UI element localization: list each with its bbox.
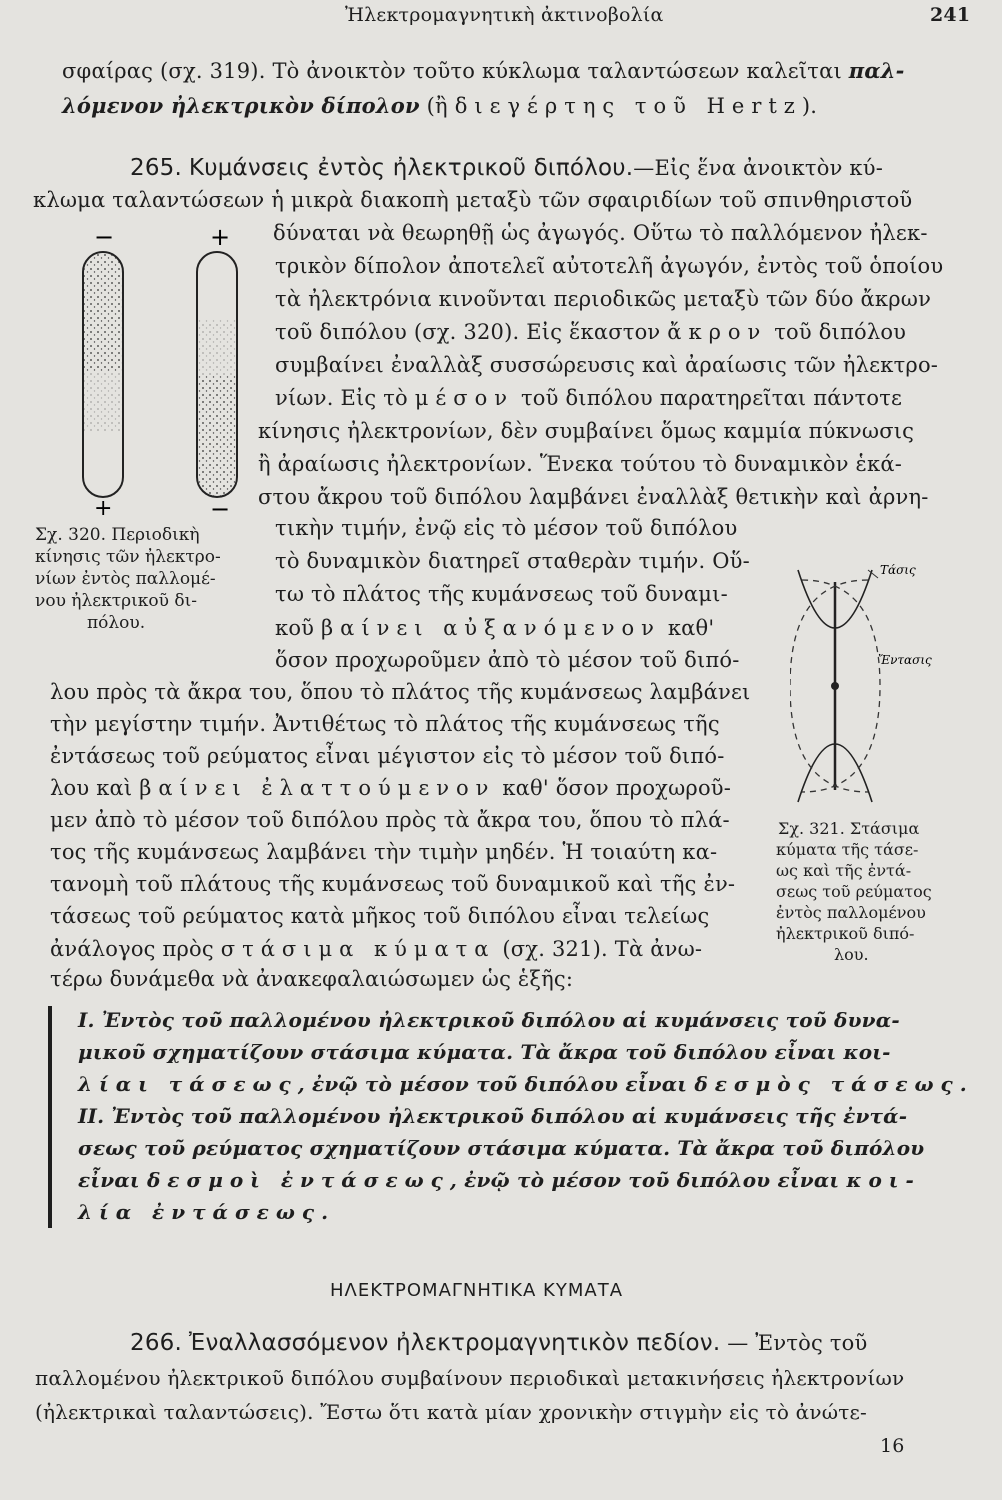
- caption-line: σεως τοῦ ρεύματος: [776, 882, 932, 901]
- right-dipole-charge-fill: [197, 320, 237, 497]
- summary-line: Ι. Ἐντὸς τοῦ παλλομένου ἠλεκτρικοῦ διπόλου αἱ κυμάνσεις τοῦ δυνα-: [78, 1008, 900, 1032]
- paragraph-text: —Εἰς ἕνα ἀνοικτὸν κύ-: [633, 156, 884, 180]
- caption-line: κίνησις τῶν ἠλεκτρο-: [35, 547, 221, 567]
- paragraph-line: ἢ ἀραίωσις ἠλεκτρονίων. Ἕνεκα τούτου τὸ δυναμικὸν ἑκά-: [258, 452, 903, 476]
- dipole-center-sphere: [831, 682, 839, 690]
- paragraph-line: ἐντάσεως τοῦ ρεύματος εἶναι μέγιστον εἰς τὸ μέσον τοῦ διπό-: [50, 744, 725, 768]
- voltage-amplitude-curve: [802, 580, 880, 792]
- summary-line: ΙΙ. Ἐντὸς τοῦ παλλομένου ἠλεκτρικοῦ διπόλου αἱ κυμάνσεις τῆς ἐντά-: [78, 1104, 908, 1128]
- summary-text: , ἐνῷ τὸ μέσον τοῦ διπόλου εἶναι: [449, 1168, 847, 1192]
- spaced-term: ἄκρον: [667, 320, 768, 344]
- paragraph-line: [50, 776, 731, 800]
- spaced-term: μέσον: [414, 386, 515, 410]
- caption-line: νίων ἐντὸς παλλομέ-: [35, 569, 216, 589]
- caption-line: Σχ. 320. Περιοδικὴ: [35, 525, 200, 545]
- page-number: 241: [930, 4, 971, 26]
- section-heading: Κυμάνσεις ἐντὸς ἠλεκτρικοῦ διπόλου.: [188, 155, 634, 181]
- paragraph-line: [275, 320, 906, 344]
- summary-left-rule: [48, 1006, 52, 1228]
- figure-320-dipole-diagram: [40, 225, 265, 520]
- summary-text: εἶναι: [78, 1168, 147, 1192]
- paragraph-text: λου καὶ: [50, 776, 140, 800]
- label-current: Ἔντασις: [878, 653, 932, 667]
- intro-line-2: [62, 93, 817, 118]
- caption-line: κύματα τῆς τάσε-: [776, 840, 919, 859]
- left-dipole-charge-fill: [83, 252, 123, 432]
- caption-line: πόλου.: [87, 613, 146, 633]
- paragraph-line: κίνησις ἠλεκτρονίων, δὲν συμβαίνει ὅμως καμμία πύκνωσις: [258, 419, 915, 443]
- paragraph-line: (ἠλεκτρικαὶ ταλαντώσεις). Ἔστω ὅτι κατὰ μίαν χρονικὴν στιγμὴν εἰς τὸ ἀνώτε-: [35, 1400, 868, 1424]
- term-oscillating-dipole: λόμενον ἠλεκτρικὸν δίπολον: [62, 93, 420, 118]
- summary-text: , ἐνῷ τὸ μέσον τοῦ διπόλου εἶναι: [297, 1072, 695, 1096]
- paragraph-line: τάσεως τοῦ ρεύματος κατὰ μῆκος τοῦ διπόλου εἶναι τελείως: [50, 904, 710, 928]
- paragraph-line: μεν ἀπὸ τὸ μέσον τοῦ διπόλου πρὸς τὰ ἄκρα του, ὅπου τὸ πλά-: [50, 808, 730, 832]
- intro-line-1: [62, 58, 905, 83]
- spaced-term: δεσμὸς τάσεως: [694, 1072, 960, 1096]
- caption-line: λου.: [834, 945, 869, 964]
- paragraph-text: ἀνάλογος πρὸς: [50, 937, 221, 961]
- paragraph-line: τὰ ἠλεκτρόνια κινοῦνται περιοδικῶς μεταξὺ τῶν δύο ἄκρων: [275, 287, 932, 311]
- spaced-term: βαίνει ἐλαττούμενον: [139, 776, 496, 800]
- intro-text: (ἢ: [419, 94, 455, 118]
- spaced-term: βαίνει αὐξανόμενον: [321, 616, 661, 640]
- signature-mark: 16: [880, 1435, 905, 1457]
- caption-line: ἠλεκτρικοῦ διπό-: [776, 924, 915, 943]
- section-265-first-line: [130, 155, 883, 181]
- summary-line: μικοῦ σχηματίζουν στάσιμα κύματα. Τὰ ἄκρα τοῦ διπόλου εἶναι κοι-: [78, 1040, 891, 1064]
- paragraph-line: τανομὴ τοῦ πλάτους τῆς κυμάνσεως τοῦ δυναμικοῦ καὶ τῆς ἐν-: [50, 872, 736, 896]
- summary-line: σεως τοῦ ρεύματος σχηματίζουν στάσιμα κύματα. Τὰ ἄκρα τοῦ διπόλου: [78, 1136, 925, 1160]
- term-oscillating-dipole: παλ-: [848, 58, 905, 83]
- paragraph-line: παλλομένου ἠλεκτρικοῦ διπόλου συμβαίνουν περιοδικαὶ μετακινήσεις ἠλεκτρονίων: [35, 1366, 905, 1390]
- paragraph-text: καθ' ὅσον προχωροῦ-: [495, 776, 732, 800]
- summary-line: [78, 1072, 967, 1096]
- paragraph-line: λου πρὸς τὰ ἄκρα του, ὅπου τὸ πλάτος τῆς κυμάνσεως λαμβάνει: [50, 680, 751, 704]
- caption-line: ἐντὸς παλλομένου: [776, 903, 926, 922]
- paragraph-line: τρικὸν δίπολον ἀποτελεῖ αὐτοτελῆ ἀγωγόν, ἐντὸς τοῦ ὁποίου: [275, 254, 944, 278]
- section-number: 265.: [130, 155, 183, 181]
- paragraph-line: κλωμα ταλαντώσεων ἡ μικρὰ διακοπὴ μεταξὺ τῶν σφαιριδίων τοῦ σπινθηριστοῦ: [33, 188, 913, 212]
- voltage-amplitude-curve: [790, 580, 868, 792]
- section-number: 266.: [130, 1330, 183, 1356]
- sign-bottom-right: −: [210, 495, 231, 520]
- paragraph-line: [275, 616, 714, 640]
- paragraph-line: [50, 937, 702, 961]
- figure-321-caption: [776, 818, 932, 965]
- summary-line: λία ἐντάσεως.: [78, 1200, 336, 1224]
- sign-bottom-left: +: [94, 496, 113, 520]
- section-266-first-line: [130, 1330, 867, 1356]
- paragraph-line: [275, 386, 902, 410]
- summary-text: .: [959, 1072, 967, 1096]
- term-hertz-oscillator: διεγέρτης τοῦ Hertz: [454, 94, 802, 118]
- paragraph-line: στου ἄκρου τοῦ διπόλου λαμβάνει ἐναλλὰξ θετικὴν καὶ ἀρνη-: [258, 485, 929, 509]
- label-voltage: Τάσις: [880, 563, 916, 577]
- spaced-term: στάσιμα κύματα: [220, 937, 496, 961]
- paragraph-line: τὴν μεγίστην τιμήν. Ἀντιθέτως τὸ πλάτος τῆς κυμάνσεως τῆς: [50, 712, 720, 736]
- paragraph-line: τω τὸ πλάτος τῆς κυμάνσεως τοῦ δυναμι-: [275, 582, 728, 606]
- running-title: Ἠλεκτρομαγνητικὴ ἀκτινοβολία: [345, 4, 664, 26]
- sign-top-right: +: [210, 225, 231, 251]
- summary-line: [78, 1168, 921, 1192]
- caption-line: Σχ. 321. Στάσιμα: [778, 819, 920, 838]
- paragraph-text: τοῦ διπόλου παρατηρεῖται πάντοτε: [514, 386, 903, 410]
- caption-line: νου ἠλεκτρικοῦ δι-: [35, 591, 198, 611]
- figure-320-caption: [35, 524, 221, 634]
- paragraph-line: τος τῆς κυμάνσεως λαμβάνει τὴν τιμὴν μηδέν. Ἡ τοιαύτη κα-: [50, 840, 718, 864]
- paragraph-line: συμβαίνει ἐναλλὰξ συσσώρευσις καὶ ἀραίωσις τῶν ἠλεκτρο-: [275, 353, 939, 377]
- paragraph-line: τικὴν τιμήν, ἐνῷ εἰς τὸ μέσον τοῦ διπόλου: [275, 516, 738, 540]
- section-heading: Ἐναλλασσόμενον ἠλεκτρομαγνητικὸν πεδίον.: [188, 1330, 721, 1356]
- spaced-term: λίαι τάσεως: [78, 1072, 298, 1096]
- caption-line: ως καὶ τῆς ἐντά-: [776, 861, 912, 880]
- paragraph-text: — Ἐντὸς τοῦ: [720, 1331, 868, 1355]
- figure-321-standing-waves-diagram: [790, 560, 970, 805]
- paragraph-line: ὅσον προχωροῦμεν ἀπὸ τὸ μέσον τοῦ διπό-: [275, 648, 740, 672]
- paragraph-text: τοῦ διπόλου (σχ. 320). Εἰς ἕκαστον: [275, 320, 668, 344]
- paragraph-line: τὸ δυναμικὸν διατηρεῖ σταθερὰν τιμήν. Οὕ-: [275, 549, 750, 573]
- paragraph-line: δύναται νὰ θεωρηθῇ ὡς ἀγωγός. Οὕτω τὸ παλλόμενον ἠλεκ-: [273, 221, 928, 245]
- paragraph-text: καθ': [660, 616, 715, 640]
- paragraph-text: νίων. Εἰς τὸ: [275, 386, 415, 410]
- intro-text: σφαίρας (σχ. 319). Τὸ ἀνοικτὸν τοῦτο κύκλωμα ταλαντώσεων καλεῖται: [62, 59, 849, 83]
- paragraph-text: κοῦ: [275, 616, 322, 640]
- sign-top-left: −: [94, 225, 115, 251]
- section-heading-electromagnetic-waves: ΗΛΕΚΤΡΟΜΑΓΝΗΤΙΚΑ ΚΥΜΑΤΑ: [330, 1280, 624, 1301]
- paragraph-text: (σχ. 321). Τὰ ἀνω-: [495, 937, 703, 961]
- spaced-term: δεσμοὶ ἐντάσεως: [146, 1168, 450, 1192]
- spaced-term: κοι-: [846, 1168, 921, 1192]
- intro-text: ).: [801, 94, 818, 118]
- paragraph-line: τέρω δυνάμεθα νὰ ἀνακεφαλαιώσωμεν ὡς ἑξῆς:: [50, 967, 574, 991]
- paragraph-text: τοῦ διπόλου: [767, 320, 907, 344]
